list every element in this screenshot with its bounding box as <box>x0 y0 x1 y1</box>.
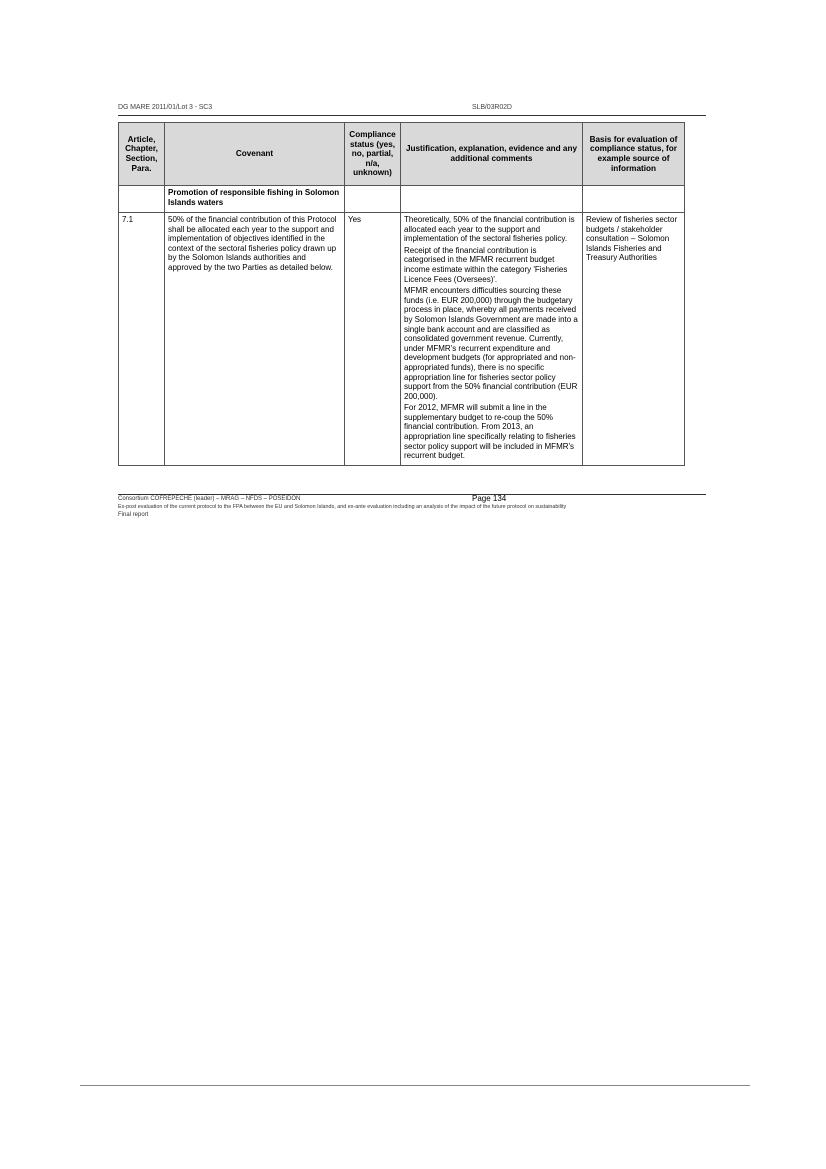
section-basis-cell <box>583 186 685 213</box>
col-header-compliance-status: Compliance status (yes, no, partial, n/a, unknown) <box>345 123 401 186</box>
section-status-cell <box>345 186 401 213</box>
justification-paragraph: MFMR encounters difficulties sourcing these funds (i.e. EUR 200,000) through the budgetary process in place, whereby all payments received by Solomon Islands Government are made into a single bank account and are classified as consolidated government revenue. Currently, under MFMR's recurrent expenditure and development budgets (for appropriated and non-appropriated funds), there is no specific appropriation line for fisheries sector policy support from the 50% financial contribution (EUR 200,000). <box>404 286 578 401</box>
header-rule <box>118 115 706 116</box>
header-project-ref: DG MARE 2011/01/Lot 3 - SC3 <box>118 104 213 111</box>
justification-paragraph: Theoretically, 50% of the financial contribution is allocated each year to the support and implementation of the sectoral fisheries policy. <box>404 215 575 244</box>
footer-description: Ex-post evaluation of the current protocol to the FPA between the EU and Solomon Islands, and ex-ante evaluation including an analysis of the impact of the future protocol on sustainability <box>118 504 567 510</box>
article-number: 7.1 <box>119 213 165 466</box>
table-section-row <box>119 186 685 213</box>
section-title: Promotion of responsible fishing in Solomon Islands waters <box>165 186 345 213</box>
footer-report-type: Final report <box>118 512 149 518</box>
running-header <box>118 104 706 115</box>
section-article-cell <box>119 186 165 213</box>
col-header-article: Article, Chapter, Section, Para. <box>119 123 165 186</box>
footer-consortium: Consortium COFREPECHE (leader) – MRAG – NFDS – POSEIDON <box>118 496 301 502</box>
covenant-text: 50% of the financial contribution of this Protocol shall be allocated each year to the support and implementation of objectives identified in the context of the sectoral fisheries policy drawn up by the Solomon Islands authorities and approved by the two Parties as detailed below. <box>165 213 345 466</box>
justification-paragraph: For 2012, MFMR will submit a line in the supplementary budget to re-coup the 50% financial contribution. From 2013, an appropriation line specifically relating to fisheries sector policy support will be included in MFMR's recurrent budget. <box>404 403 576 461</box>
justification-cell <box>401 213 583 466</box>
table-row <box>119 213 685 466</box>
page-number: Page 134 <box>472 494 507 503</box>
col-header-basis: Basis for evaluation of compliance status, for example source of information <box>583 123 685 186</box>
table-header-row <box>119 123 685 186</box>
header-doc-code: SLB/03R02D <box>472 104 512 111</box>
section-justification-cell <box>401 186 583 213</box>
covenant-compliance-table <box>118 122 685 466</box>
page-bottom-rule <box>80 1085 750 1086</box>
justification-paragraph: Receipt of the financial contribution is categorised in the MFMR recurrent budget income estimate within the category 'Fisheries Licence Fees (Oversees)'. <box>404 245 568 284</box>
col-header-justification: Justification, explanation, evidence and any additional comments <box>401 123 583 186</box>
compliance-status: Yes <box>345 213 401 466</box>
col-header-covenant: Covenant <box>165 123 345 186</box>
basis-text: Review of fisheries sector budgets / stakeholder consultation – Solomon Islands Fisheries and Treasury Authorities <box>583 213 685 466</box>
footer-rule <box>118 494 706 495</box>
